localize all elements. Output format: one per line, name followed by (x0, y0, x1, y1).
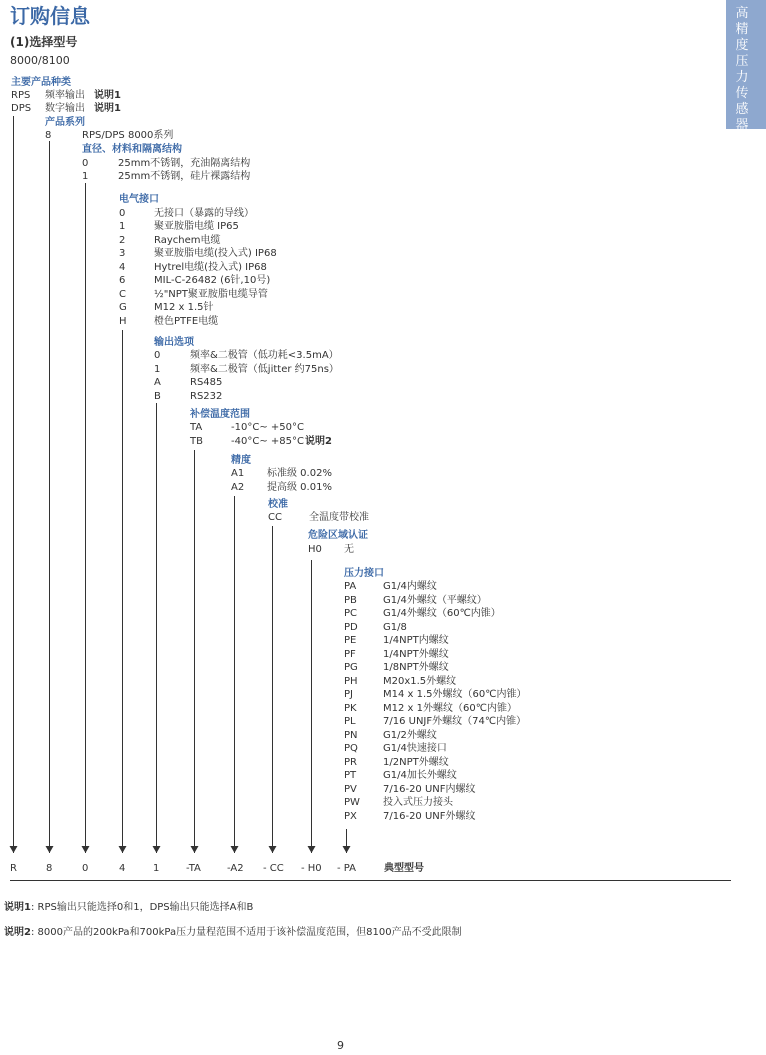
pressure-code: PQ (344, 743, 358, 754)
series-code: 8 (45, 130, 52, 141)
diameter-desc: 25mm不锈钢，充油隔离结构 (118, 158, 251, 169)
electrical-desc: 无接口（暴露的导线） (154, 208, 254, 219)
example-part: 1 (153, 863, 160, 874)
electrical-desc: Hytrel电缆(投入式) IP68 (154, 262, 267, 273)
hazard-code: H0 (308, 544, 322, 555)
electrical-code: C (119, 289, 126, 300)
note-1-label: 说明1 (4, 902, 31, 913)
pressure-code: PL (344, 716, 356, 727)
electrical-heading: 电气接口 (119, 194, 159, 205)
output-code: 1 (154, 364, 161, 375)
electrical-code: 3 (119, 248, 126, 259)
example-part: -A2 (227, 863, 244, 874)
accuracy-heading: 精度 (231, 455, 251, 466)
series-desc: RPS/DPS 8000系列 (82, 130, 174, 141)
pressure-desc: G1/4外螺纹（平螺纹） (383, 595, 487, 606)
note-ref: 说明2 (305, 436, 332, 447)
pressure-code: PC (344, 608, 358, 619)
output-heading: 输出选项 (154, 337, 194, 348)
electrical-code: 0 (119, 208, 126, 219)
electrical-desc: 聚亚胺脂电缆 IP65 (154, 221, 239, 232)
electrical-code: 4 (119, 262, 126, 273)
temp-range-heading: 补偿温度范围 (190, 409, 250, 420)
example-part: 8 (46, 863, 53, 874)
pressure-desc: G1/4加长外螺纹 (383, 770, 457, 781)
pressure-desc: 1/8NPT外螺纹 (383, 662, 449, 673)
pressure-desc: 1/4NPT外螺纹 (383, 649, 449, 660)
series-heading: 产品系列 (45, 117, 85, 128)
product-type-desc: 频率输出 (45, 90, 85, 101)
note-2-text: : 8000产品的200kPa和700kPa压力量程范围不适用于该补偿温度范围，但8100产品不受此限制 (30, 927, 462, 938)
pressure-code: PW (344, 797, 360, 808)
note-ref: 说明1 (94, 103, 121, 114)
product-type-code: DPS (11, 103, 32, 114)
example-label: 典型型号 (384, 863, 424, 874)
example-part: R (10, 863, 17, 874)
output-desc: RS485 (190, 377, 223, 388)
output-desc: 频率&二极管（低jitter 约75ns） (190, 364, 339, 375)
pressure-code: PE (344, 635, 357, 646)
side-tab-label: 高精度压力传感器 (735, 6, 749, 133)
pressure-desc: G1/4外螺纹（60℃内锥） (383, 608, 501, 619)
page-number: 9 (337, 1039, 344, 1052)
electrical-code: 1 (119, 221, 126, 232)
pressure-code: PV (344, 784, 357, 795)
pressure-code: PX (344, 811, 357, 822)
temp-range-desc: -10°C~ +50°C (231, 422, 304, 433)
electrical-code: 6 (119, 275, 126, 286)
diameter-code: 1 (82, 171, 89, 182)
pressure-desc: 7/16-20 UNF外螺纹 (383, 811, 476, 822)
model-numbers: 8000/8100 (10, 54, 70, 67)
product-type-desc: 数字输出 (45, 103, 85, 114)
pressure-code: PT (344, 770, 357, 781)
hazard-desc: 无 (344, 544, 354, 555)
accuracy-desc: 提高级 0.01% (267, 482, 332, 493)
note-1-text: : RPS输出只能选择0和1，DPS输出只能选择A和B (30, 902, 254, 913)
output-desc: RS232 (190, 391, 223, 402)
example-part: -TA (186, 863, 201, 874)
temp-range-code: TB (190, 436, 203, 447)
electrical-code: 2 (119, 235, 126, 246)
accuracy-code: A2 (231, 482, 245, 493)
pressure-desc: 1/4NPT内螺纹 (383, 635, 449, 646)
output-code: 0 (154, 350, 161, 361)
temp-range-desc: -40°C~ +85°C (231, 436, 304, 447)
note-2 (4, 926, 462, 939)
product-type-code: RPS (11, 90, 31, 101)
pressure-code: PG (344, 662, 358, 673)
output-code: B (154, 391, 161, 402)
example-part: - H0 (301, 863, 322, 874)
pressure-code: PB (344, 595, 357, 606)
calibration-code: CC (268, 512, 282, 523)
pressure-desc: M20x1.5外螺纹 (383, 676, 457, 687)
product-type-heading: 主要产品种类 (11, 77, 71, 88)
example-part: - PA (337, 863, 357, 874)
pressure-desc: 1/2NPT外螺纹 (383, 757, 449, 768)
electrical-desc: MIL-C-26482 (6针,10号) (154, 275, 271, 286)
electrical-code: G (119, 302, 127, 313)
diameter-desc: 25mm不锈钢，硅片裸露结构 (118, 171, 251, 182)
accuracy-code: A1 (231, 468, 245, 479)
pressure-code: PR (344, 757, 357, 768)
pressure-desc: G1/2外螺纹 (383, 730, 437, 741)
note-ref: 说明1 (94, 90, 121, 101)
pressure-desc: G1/4快速接口 (383, 743, 447, 754)
page-title: 订购信息 (10, 4, 90, 28)
output-desc: 频率&二极管（低功耗<3.5mA） (190, 350, 339, 361)
pressure-code: PK (344, 703, 357, 714)
electrical-code: H (119, 316, 127, 327)
pressure-desc: 7/16 UNJF外螺纹（74℃内锥） (383, 716, 527, 727)
pressure-code: PJ (344, 689, 353, 700)
electrical-desc: 橙色PTFE电缆 (154, 316, 219, 327)
electrical-desc: M12 x 1.5针 (154, 302, 214, 313)
pressure-code: PA (344, 581, 357, 592)
pressure-code: PF (344, 649, 356, 660)
diameter-heading: 直径、材料和隔离结构 (82, 144, 182, 155)
example-part: - CC (263, 863, 284, 874)
diameter-code: 0 (82, 158, 89, 169)
pressure-desc: G1/4内螺纹 (383, 581, 437, 592)
electrical-desc: Raychem电缆 (154, 235, 221, 246)
pressure-desc: M14 x 1.5外螺纹（60℃内锥） (383, 689, 527, 700)
pressure-code: PN (344, 730, 358, 741)
section-heading: (1)选择型号 (10, 35, 78, 49)
pressure-desc: G1/8 (383, 622, 407, 633)
temp-range-code: TA (190, 422, 203, 433)
electrical-desc: 聚亚胺脂电缆(投入式) IP68 (154, 248, 277, 259)
accuracy-desc: 标准级 0.02% (267, 468, 332, 479)
calibration-heading: 校准 (268, 499, 288, 510)
pressure-desc: 投入式压力接头 (383, 797, 453, 808)
note-1 (4, 901, 253, 914)
example-part: 0 (82, 863, 89, 874)
example-part: 4 (119, 863, 126, 874)
pressure-code: PD (344, 622, 358, 633)
note-2-label: 说明2 (4, 927, 31, 938)
pressure-desc: 7/16-20 UNF内螺纹 (383, 784, 476, 795)
calibration-desc: 全温度带校准 (309, 512, 369, 523)
pressure-desc: M12 x 1外螺纹（60℃内锥） (383, 703, 517, 714)
pressure-heading: 压力接口 (344, 568, 384, 579)
output-code: A (154, 377, 161, 388)
pressure-code: PH (344, 676, 358, 687)
electrical-desc: ½"NPT聚亚胺脂电缆导管 (154, 289, 268, 300)
hazard-heading: 危险区域认证 (308, 530, 368, 541)
